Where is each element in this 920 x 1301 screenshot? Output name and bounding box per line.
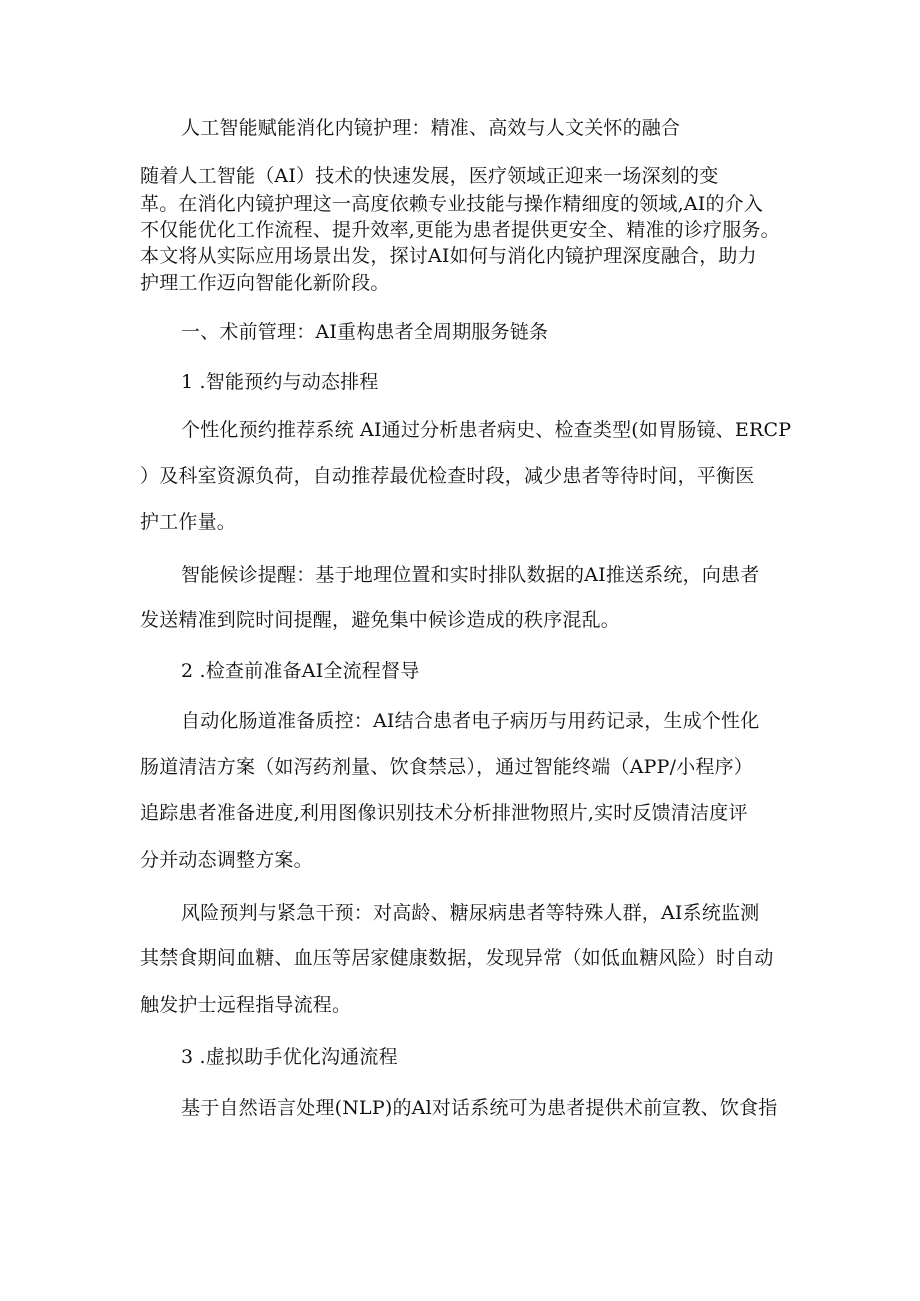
- sub2-para2-line-3: 触发护士远程指导流程。: [140, 994, 352, 1016]
- intro-line-5: 护理工作迈向智能化新阶段。: [140, 272, 390, 294]
- sub1-para2-line-2: 发送精准到院时间提醒，避免集中候诊造成的秩序混乱。: [140, 609, 621, 631]
- sub2-para2-line-2: 其禁食期间血糖、血压等居家健康数据，发现异常（如低血糖风险）时自动: [140, 947, 774, 969]
- sub1-para1-line-2: ）及科室资源负荷，自动推荐最优检查时段，减少患者等待时间，平衡医: [140, 465, 755, 487]
- sub1-para1-line-1: 个性化预约推荐系统 AI通过分析患者病史、检查类型(如胃肠镜、ERCP: [181, 419, 792, 441]
- sub3-para1-line-1: 基于自然语言处理(NLP)的Al对话系统可为患者提供术前宣教、饮食指: [181, 1097, 778, 1119]
- section1-heading: 一、术前管理：AI重构患者全周期服务链条: [181, 321, 549, 343]
- sub2-para1-line-2: 肠道清洁方案（如泻药剂量、饮食禁忌），通过智能终端（APP/小程序）: [140, 756, 753, 778]
- intro-line-2: 革。在消化内镜护理这一高度依赖专业技能与操作精细度的领域,AI的介入: [140, 193, 764, 215]
- sub1-para2-line-1: 智能候诊提醒：基于地理位置和实时排队数据的AI推送系统，向患者: [181, 564, 760, 586]
- subsection3-heading: 3 .虚拟助手优化沟通流程: [181, 1046, 398, 1068]
- subsection1-heading: 1 .智能预约与动态排程: [181, 371, 379, 393]
- subsection2-heading: 2 .检查前准备AI全流程督导: [181, 660, 420, 682]
- sub2-para1-line-4: 分并动态调整方案。: [140, 849, 313, 871]
- sub2-para2-line-1: 风险预判与紧急干预：对高龄、糖尿病患者等特殊人群，AI系统监测: [181, 902, 760, 924]
- intro-line-4: 本文将从实际应用场景出发，探讨AI如何与消化内镜护理深度融合，助力: [140, 245, 757, 267]
- intro-line-3: 不仅能优化工作流程、提升效率,更能为患者提供更安全、精准的诊疗服务。: [140, 219, 780, 241]
- sub2-para1-line-1: 自动化肠道准备质控：AI结合患者电子病历与用药记录，生成个性化: [181, 710, 760, 732]
- document-title: 人工智能赋能消化内镜护理：精准、高效与人文关怀的融合: [181, 117, 681, 139]
- sub2-para1-line-3: 追踪患者准备进度,利用图像识别技术分析排泄物照片,实时反馈清洁度评: [140, 802, 748, 824]
- sub1-para1-line-3: 护工作量。: [140, 511, 237, 533]
- intro-line-1: 随着人工智能（AI）技术的快速发展，医疗领域正迎来一场深刻的变: [140, 165, 719, 187]
